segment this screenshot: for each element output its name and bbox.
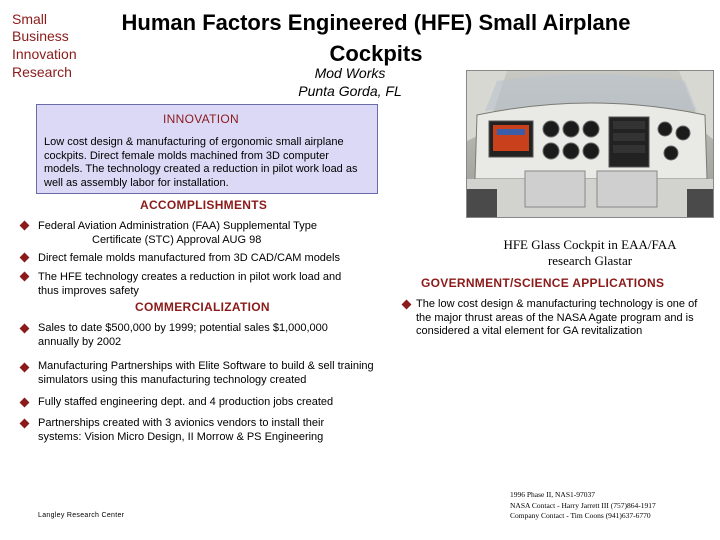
bullet-diamond-icon [20,398,30,408]
company-location: Punta Gorda, FL [298,83,402,99]
commercialization-item: Manufacturing Partnerships with Elite Software to build & sell training simulators using this manufacturing technology created [38,360,374,386]
footer-center-name: Langley Research Center [38,512,125,519]
accomplishment-item: Federal Aviation Administration (FAA) Supplemental Type Certificate (STC) Approval AUG 98 [38,220,318,246]
company-info [270,64,430,100]
sbir-business: Business [12,28,69,44]
bullet-diamond-icon [20,253,30,263]
commercialization-item: Sales to date $500,000 by 1999; potential sales $1,000,000 annually by 2002 [38,322,328,348]
title-line-1: Human Factors Engineered (HFE) Small Airplane [121,10,631,35]
accomplishments-heading: ACCOMPLISHMENTS [140,198,268,212]
government-item: The low cost design & manufacturing technology is one of the major thrust areas of the NASA Agate program and is considered a vital element for GA revitalization [416,298,698,337]
innovation-text: Low cost design & manufacturing of ergonomic small airplane cockpits. Direct female molds machined from 3D computer models. The technology created a reduction in pilot work load as well as assembly labor for installation. [44,136,358,189]
cockpit-illustration [467,71,714,218]
footer-contact-info: 1996 Phase II, NAS1-97037 NASA Contact - Harry Jarrett III (757)864-1917 Company Contact - Tim Coons (941)637-6770 [510,490,656,520]
commercialization-item: Partnerships created with 3 avionics vendors to install their systems: Vision Micro Design, II Morrow & PS Engineering [38,417,325,443]
innovation-heading: INNOVATION [163,112,239,126]
title-line-2: Cockpits [329,41,423,66]
bullet-diamond-icon [402,300,412,310]
government-heading: GOVERNMENT/SCIENCE APPLICATIONS [421,276,665,290]
sbir-small: Small [12,11,48,27]
sbir-research: Research [12,64,72,80]
caption-line-1: HFE Glass Cockpit in EAA/FAA [503,237,677,252]
photo-caption [466,237,714,269]
accomplishment-item: Direct female molds manufactured from 3D CAD/CAM models [38,252,340,264]
page-title [96,8,656,68]
bullet-diamond-icon [20,324,30,334]
bullet-diamond-icon [20,363,30,373]
sbir-acronym [12,10,77,82]
cockpit-photo [466,70,714,218]
commercialization-item: Fully staffed engineering dept. and 4 production jobs created [38,396,334,408]
commercialization-heading: COMMERCIALIZATION [135,300,270,314]
bullet-diamond-icon [20,272,30,282]
company-name: Mod Works [314,65,386,81]
sbir-innovation: Innovation [12,46,77,62]
bullet-diamond-icon [20,419,30,429]
caption-line-2: research Glastar [547,253,633,268]
bullet-diamond-icon [20,221,30,231]
accomplishment-item: The HFE technology creates a reduction in pilot work load and thus improves safety [38,271,342,297]
